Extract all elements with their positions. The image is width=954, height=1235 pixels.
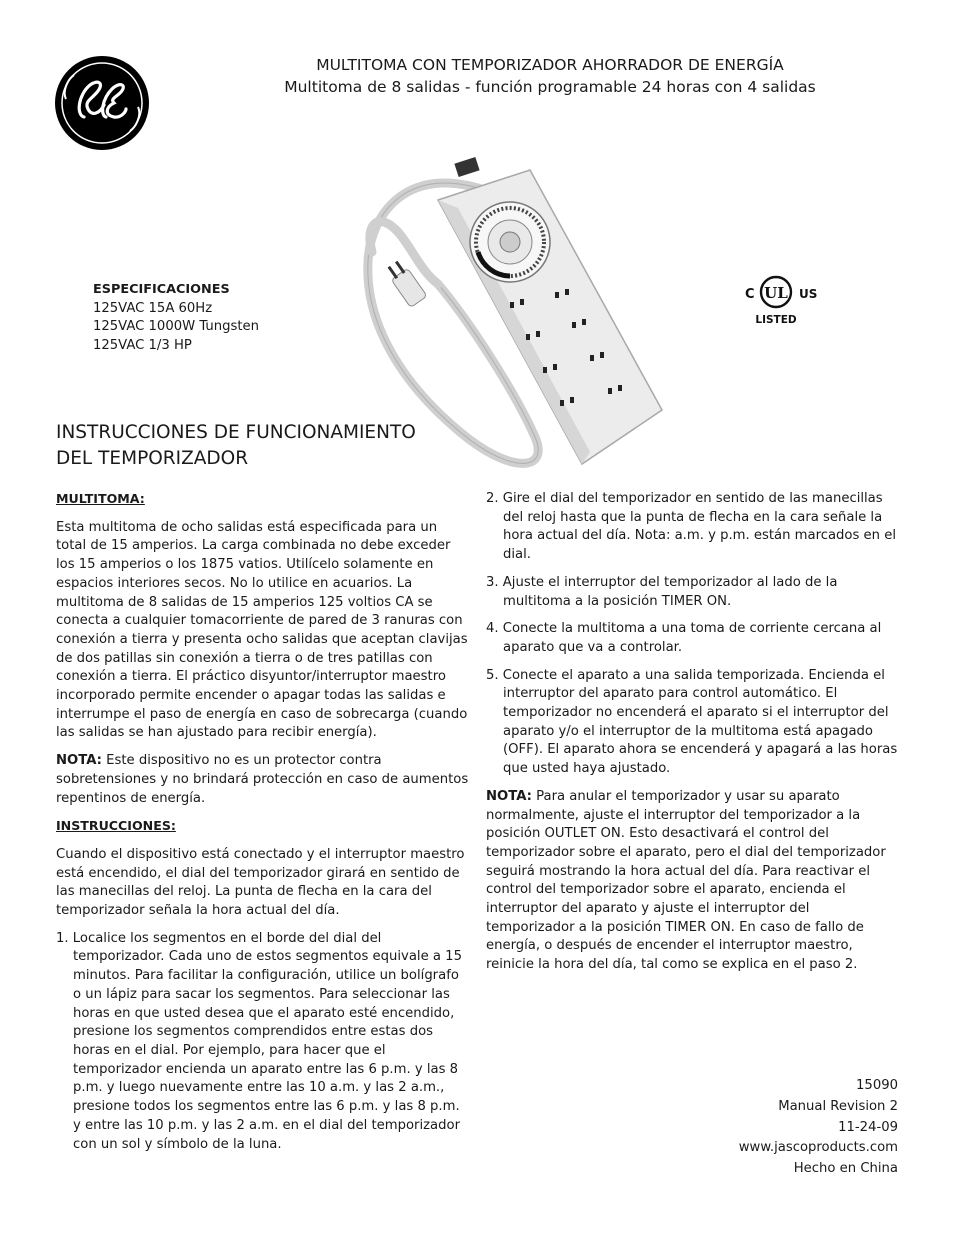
- page-subtitle: Multitoma de 8 salidas - función programable 24 horas con 4 salidas: [284, 78, 816, 96]
- ul-listed-label: LISTED: [755, 314, 797, 326]
- nota-text: Para anular el temporizador y usar su aparato normalmente, ajuste el interruptor del temporizador a la posición OUTLET ON. Esto desactivará el control del temporizador sobre el aparato, pero el dial del temporizador seguirá mostrando la hora actual del día. Para reactivar el control del temporizador sobre el aparato, encienda el interruptor del aparato y ajuste el interruptor del temporizador a la posición TIMER ON. En caso de fallo de energía, o después de encender el interruptor maestro, reinicie la hora del día, tal como se explica en el paso 2.: [486, 788, 886, 973]
- model-number: 15090: [856, 1078, 898, 1093]
- origin: Hecho en China: [793, 1161, 898, 1177]
- step-5: 5. Conecte el aparato a una salida temporizada. Encienda el interruptor del aparato para control automático. El temporizador no encenderá el aparato si el interruptor del aparato y/o el interruptor de la multitoma está apagado (OFF). El aparato ahora se encenderá y apagará a las horas que usted haya ajustado.: [486, 667, 898, 777]
- ul-listed-icon: [742, 270, 822, 326]
- spec-line: 125VAC 1000W Tungsten: [93, 319, 259, 335]
- nota-label: NOTA:: [486, 788, 532, 804]
- multitoma-heading: MULTITOMA:: [56, 491, 145, 506]
- specifications: [93, 281, 259, 356]
- revision-date: 11-24-09: [838, 1119, 898, 1135]
- step-1: 1. Localice los segmentos en el borde del dial del temporizador. Cada uno de estos segmentos equivale a 15 minutos. Para facilitar la configuración, utilice un bolígrafo o un lápiz para sacar los segmentos. Para seleccionar las horas en que usted desea que el aparato esté encendido, presione los segmentos comprendidos entre estas dos horas en el dial. Por ejemplo, para hacer que el temporizador encienda un aparato entre las 6 p.m. y las 8 p.m. y luego nuevamente entre las 10 a.m. y las 2 a.m., presione todos los segmentos entre las 6 p.m. y las 8 p.m. y entre las 10 p.m. y las 2 a.m. en el dial del temporizador con un sol y símbolo de la luna.: [56, 930, 462, 1152]
- step-3: 3. Ajuste el interruptor del temporizador al lado de la multitoma a la posición TIMER ON.: [486, 574, 838, 609]
- manual-revision: Manual Revision 2: [778, 1098, 898, 1114]
- instrucciones-paragraph: Cuando el dispositivo está conectado y el interruptor maestro está encendido, el dial del temporizador girará en sentido de las manecillas del reloj. La punta de flecha en la cara del temporizador señala la hora actual del día.: [56, 846, 465, 919]
- page-title: MULTITOMA CON TEMPORIZADOR AHORRADOR DE ENERGÍA: [316, 56, 784, 74]
- header: [150, 54, 950, 98]
- step-4: 4. Conecte la multitoma a una toma de corriente cercana al aparato que va a controlar.: [486, 621, 882, 655]
- instrucciones-heading: INSTRUCCIONES:: [56, 818, 176, 834]
- ul-letters: UL: [764, 284, 788, 302]
- ge-logo-icon: [54, 55, 150, 151]
- nota-text: Este dispositivo no es un protector contra sobretensiones y no brindará protección en caso de aumentos repentinos de energía.: [56, 753, 469, 806]
- section-title-line: DEL TEMPORIZADOR: [56, 448, 249, 469]
- step-2: 2. Gire el dial del temporizador en sentido de las manecillas del reloj hasta que la punta de flecha en la cara señale la hora actual del día. Nota: a.m. y p.m. están marcados en el dial.: [486, 491, 896, 563]
- ul-c-letter: C: [745, 287, 755, 302]
- spec-line: 125VAC 15A 60Hz: [93, 300, 213, 316]
- left-column: [56, 490, 471, 1163]
- nota-paragraph: [56, 752, 471, 808]
- nota-label: NOTA:: [56, 753, 102, 769]
- footer: [739, 1076, 898, 1180]
- right-column: [486, 490, 901, 984]
- specs-heading: ESPECIFICACIONES: [93, 282, 230, 297]
- nota-paragraph: [486, 788, 901, 975]
- section-title-line: INSTRUCCIONES DE FUNCIONAMIENTO: [56, 422, 416, 443]
- ul-us-letters: US: [799, 287, 818, 301]
- website: www.jascoproducts.com: [738, 1140, 898, 1156]
- multitoma-paragraph: Esta multitoma de ocho salidas está especificada para un total de 15 amperios. La carga combinada no debe exceder los 15 amperios o los 1875 vatios. Utilícelo solamente en espacios interiores secos. No lo utilice en acuarios. La multitoma de 8 salidas de 15 amperios 125 voltios CA se conecta a cualquier tomacorriente de pared de 3 ranuras con conexión a tierra y presenta ocho salidas que aceptan clavijas de dos patillas sin conexión a tierra o de tres patillas con conexión a tierra. El práctico disyuntor/interruptor maestro incorporado permite encender o apagar todas las salidas e interrumpe el paso de energía en caso de sobrecarga (cuando las salidas se han ajustado para recibir energía).: [56, 519, 468, 741]
- section-title: [56, 420, 416, 472]
- spec-line: 125VAC 1/3 HP: [93, 338, 192, 354]
